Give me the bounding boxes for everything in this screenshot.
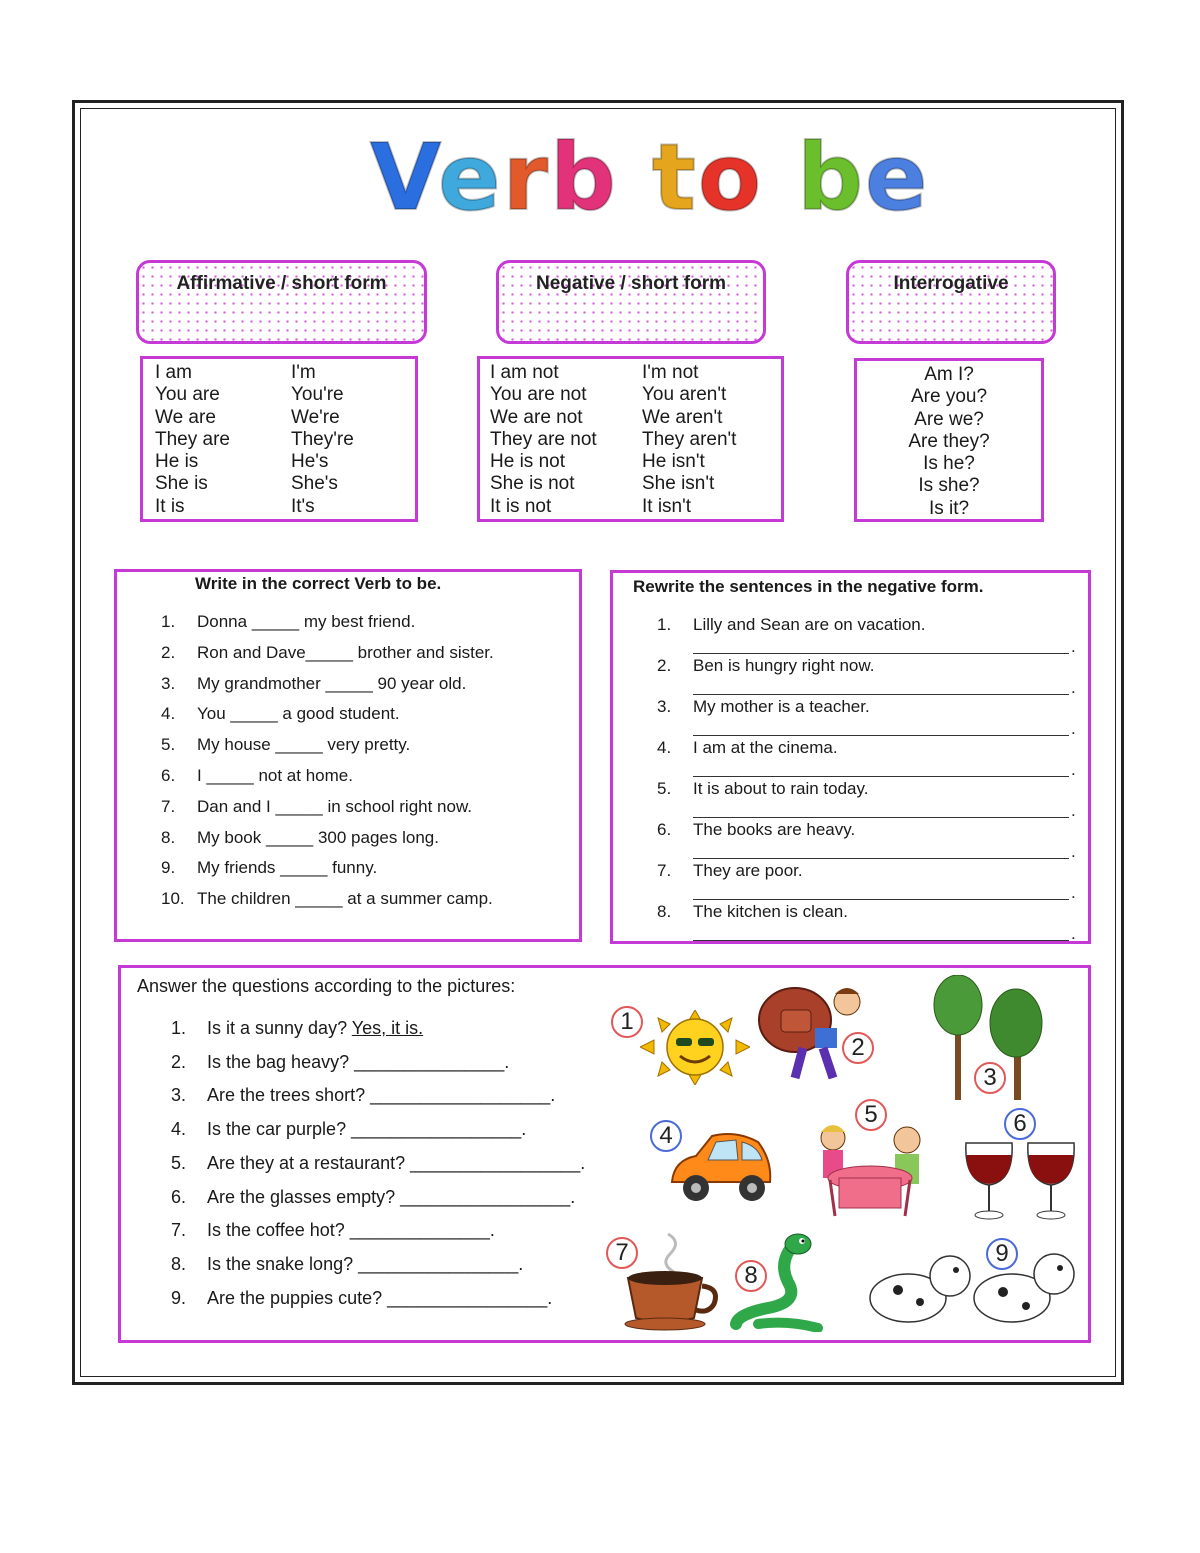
item-text[interactable]: You _____ a good student.	[197, 704, 400, 724]
answer-line[interactable]	[693, 899, 1069, 900]
item-number: 2.	[657, 656, 672, 675]
title-letter: b	[797, 124, 865, 231]
item-text: Ben is hungry right now.	[693, 656, 875, 675]
exercise2-item	[657, 861, 803, 881]
item-text: It is about to rain today.	[693, 779, 869, 798]
negative-short-list	[642, 362, 736, 518]
conjugation-item: She is	[155, 473, 208, 495]
exercise1-item	[161, 766, 353, 786]
interrogative-header-label: Interrogative	[893, 273, 1009, 294]
conjugation-item: You aren't	[642, 384, 727, 406]
exercise1-title: Write in the correct Verb to be.	[195, 574, 442, 593]
question-text: Is the snake long?	[207, 1253, 359, 1274]
exercise3-item	[171, 1052, 509, 1073]
affirmative-header-label: Affirmative / short form	[176, 273, 387, 294]
item-text[interactable]: I _____ not at home.	[197, 766, 353, 785]
exercise1-box	[114, 569, 582, 942]
car-icon	[666, 1130, 776, 1210]
exercise3-item	[171, 1220, 495, 1241]
answer-line[interactable]	[693, 776, 1069, 777]
exercise3-item	[171, 1018, 423, 1039]
item-number: 10.	[161, 889, 185, 909]
item-text[interactable]: The children _____ at a summer camp.	[197, 889, 493, 909]
item-number: 6.	[161, 766, 176, 785]
conjugation-item: They are not	[490, 428, 597, 450]
answer-blank[interactable]: _________________.	[410, 1152, 586, 1173]
answer-line[interactable]	[693, 694, 1069, 695]
question-text: Is the bag heavy?	[207, 1051, 355, 1072]
conjugation-item: He's	[291, 451, 329, 473]
item-number: 5.	[171, 1152, 187, 1173]
item-text: Lilly and Sean are on vacation.	[693, 615, 926, 634]
wine-glasses-icon	[962, 1137, 1080, 1222]
exercise3-item	[171, 1085, 555, 1106]
exercise3-item	[171, 1187, 575, 1208]
conjugation-item: Are they?	[908, 430, 990, 452]
exercise1-item	[161, 735, 410, 755]
negative-long-list	[490, 362, 597, 518]
item-text: I am at the cinema.	[693, 738, 838, 757]
item-number: 8.	[161, 827, 176, 847]
item-number: 7.	[171, 1220, 187, 1241]
item-number: 3.	[657, 697, 672, 716]
item-number: 2.	[171, 1051, 187, 1072]
question-text: Is it a sunny day?	[207, 1018, 352, 1038]
picture-number-9: 9	[986, 1238, 1018, 1270]
exercise1-item	[161, 674, 466, 694]
conjugation-item: I'm	[291, 362, 316, 383]
conjugation-item: He is not	[490, 451, 565, 473]
conjugation-item: Is it?	[928, 497, 970, 519]
item-text[interactable]: My house _____ very pretty.	[197, 735, 411, 755]
picture-number-4: 4	[650, 1120, 682, 1152]
conjugation-item: She is not	[490, 473, 575, 495]
question-text: Are they at a restaurant?	[207, 1152, 411, 1173]
answer-line[interactable]	[693, 940, 1069, 941]
question-text: Is the car purple?	[207, 1119, 352, 1140]
exercise1-item	[161, 828, 439, 848]
exercise1-item	[161, 612, 415, 632]
answer-line[interactable]	[693, 817, 1069, 818]
item-number: 3.	[171, 1085, 187, 1106]
answer-line[interactable]	[693, 653, 1069, 654]
item-number: 2.	[161, 642, 176, 662]
negative-header	[496, 260, 766, 344]
item-number: 9.	[161, 858, 176, 878]
conjugation-item: You're	[291, 384, 344, 406]
item-text[interactable]: My grandmother _____ 90 year old.	[197, 673, 467, 693]
exercise2-box	[610, 570, 1091, 944]
exercise1-item	[161, 858, 377, 878]
negative-box	[477, 356, 784, 522]
exercise3-item	[171, 1288, 552, 1309]
page-title	[370, 124, 930, 231]
item-number: 6.	[657, 820, 672, 839]
answer-blank[interactable]: ________________.	[358, 1253, 524, 1274]
restaurant-couple-icon	[795, 1118, 945, 1223]
conjugation-item: It's	[291, 495, 315, 517]
question-text: Are the puppies cute?	[207, 1287, 388, 1308]
exercise1-item	[161, 797, 472, 817]
conjugation-item: She isn't	[642, 473, 715, 495]
affirmative-header	[136, 260, 427, 344]
conjugation-item: Am I?	[924, 364, 974, 385]
exercise2-item	[657, 820, 855, 840]
picture-number-7: 7	[606, 1237, 638, 1269]
conjugation-item: She's	[291, 473, 338, 495]
backpack-boy-icon	[755, 980, 870, 1080]
answer-period: .	[1071, 842, 1076, 861]
interrogative-box	[854, 358, 1044, 522]
exercise3-item	[171, 1153, 585, 1174]
item-text[interactable]: My friends _____ funny.	[197, 858, 378, 878]
answer-period: .	[1071, 760, 1076, 779]
conjugation-item: They're	[291, 428, 354, 450]
title-letter: o	[697, 124, 764, 231]
item-number: 6.	[171, 1186, 187, 1207]
exercise2-item	[657, 902, 848, 922]
title-letter: t	[651, 124, 698, 231]
conjugation-item: They are	[155, 428, 230, 450]
item-text[interactable]: My book _____ 300 pages long.	[197, 827, 439, 847]
title-letter: e	[864, 124, 930, 231]
item-text: The kitchen is clean.	[693, 902, 848, 921]
exercise2-item	[657, 615, 926, 635]
exercise3-item	[171, 1254, 523, 1275]
negative-header-label: Negative / short form	[535, 273, 727, 294]
answer-blank[interactable]: _________________.	[400, 1186, 576, 1207]
title-letter: b	[549, 124, 618, 231]
exercise1-item	[161, 889, 493, 909]
item-number: 5.	[161, 735, 176, 755]
conjugation-item: Is she?	[918, 475, 980, 497]
item-number: 9.	[171, 1287, 187, 1308]
item-number: 8.	[657, 902, 672, 921]
exercise3-title: Answer the questions according to the pictures:	[137, 976, 516, 996]
conjugation-item: Are we?	[914, 408, 984, 430]
title-letter	[763, 124, 797, 231]
exercise2-item	[657, 779, 868, 799]
answer-period: .	[1071, 883, 1076, 902]
title-letter: V	[370, 124, 439, 231]
item-number: 7.	[161, 796, 176, 816]
exercise1-item	[161, 643, 494, 663]
puppies-icon	[858, 1240, 1076, 1335]
picture-number-3: 3	[974, 1062, 1006, 1094]
item-number: 3.	[161, 673, 176, 693]
answer-line[interactable]	[693, 858, 1069, 859]
answer-period: .	[1071, 924, 1076, 943]
conjugation-item: I am	[155, 362, 192, 383]
conjugation-item: He is	[155, 451, 199, 473]
conjugation-item: I am not	[490, 362, 559, 383]
item-number: 1.	[657, 615, 672, 634]
item-number: 8.	[171, 1253, 187, 1274]
question-text: Are the trees short?	[207, 1085, 371, 1106]
answer-blank[interactable]: ______________.	[349, 1220, 495, 1241]
exercise3-item	[171, 1119, 526, 1140]
picture-number-2: 2	[842, 1032, 874, 1064]
sun-icon	[640, 1010, 750, 1085]
answer-blank[interactable]: ________________.	[387, 1287, 553, 1308]
affirmative-long-list	[155, 362, 230, 518]
item-number: 1.	[171, 1018, 187, 1038]
item-number: 5.	[657, 779, 672, 798]
interrogative-header	[846, 260, 1056, 344]
interrogative-list	[857, 364, 1041, 520]
answer-blank[interactable]: __________________.	[370, 1085, 556, 1106]
picture-number-8: 8	[735, 1260, 767, 1292]
item-number: 7.	[657, 861, 672, 880]
item-text[interactable]: Dan and I _____ in school right now.	[197, 796, 473, 816]
title-letter: r	[502, 124, 550, 231]
conjugation-item: I'm not	[642, 362, 699, 383]
exercise2-title: Rewrite the sentences in the negative form.	[633, 577, 984, 596]
conjugation-item: You are not	[490, 384, 587, 406]
conjugation-item: It isn't	[642, 495, 692, 517]
title-letter	[618, 124, 652, 231]
answer-period: .	[1071, 801, 1076, 820]
exercise1-item	[161, 704, 400, 724]
conjugation-item: We are not	[490, 406, 583, 428]
conjugation-item: We're	[291, 406, 340, 428]
answer-blank[interactable]: _______________.	[354, 1051, 510, 1072]
conjugation-item: They aren't	[642, 428, 737, 450]
conjugation-item: We aren't	[642, 406, 723, 428]
answer-blank[interactable]: Yes, it is.	[351, 1018, 424, 1038]
conjugation-item: He isn't	[642, 451, 705, 473]
question-text: Are the glasses empty?	[207, 1186, 401, 1207]
affirmative-short-list	[291, 362, 354, 518]
exercise2-item	[657, 697, 870, 717]
answer-blank[interactable]: _________________.	[351, 1119, 527, 1140]
item-text: They are poor.	[693, 861, 803, 880]
answer-line[interactable]	[693, 735, 1069, 736]
conjugation-item: It is not	[490, 495, 552, 517]
conjugation-item: You are	[155, 384, 220, 406]
answer-period: .	[1071, 719, 1076, 738]
conjugation-item: We are	[155, 406, 216, 428]
item-text: My mother is a teacher.	[693, 697, 870, 716]
picture-number-5: 5	[855, 1099, 887, 1131]
conjugation-item: Are you?	[910, 386, 988, 408]
answer-period: .	[1071, 637, 1076, 656]
item-number: 1.	[161, 612, 176, 631]
exercise2-item	[657, 656, 874, 676]
title-letter: e	[438, 124, 503, 231]
picture-number-6: 6	[1004, 1108, 1036, 1140]
item-number: 4.	[657, 738, 672, 757]
conjugation-item: Is he?	[923, 453, 975, 475]
affirmative-box	[140, 356, 418, 522]
conjugation-item: It is	[155, 495, 185, 517]
item-text: The books are heavy.	[693, 820, 856, 839]
picture-number-1: 1	[611, 1006, 643, 1038]
item-number: 4.	[161, 704, 176, 724]
item-number: 4.	[171, 1119, 187, 1140]
answer-period: .	[1071, 678, 1076, 697]
exercise2-item	[657, 738, 838, 758]
item-text[interactable]: Donna _____ my best friend.	[197, 612, 416, 631]
question-text: Is the coffee hot?	[207, 1220, 350, 1241]
item-text[interactable]: Ron and Dave_____ brother and sister.	[197, 642, 494, 662]
